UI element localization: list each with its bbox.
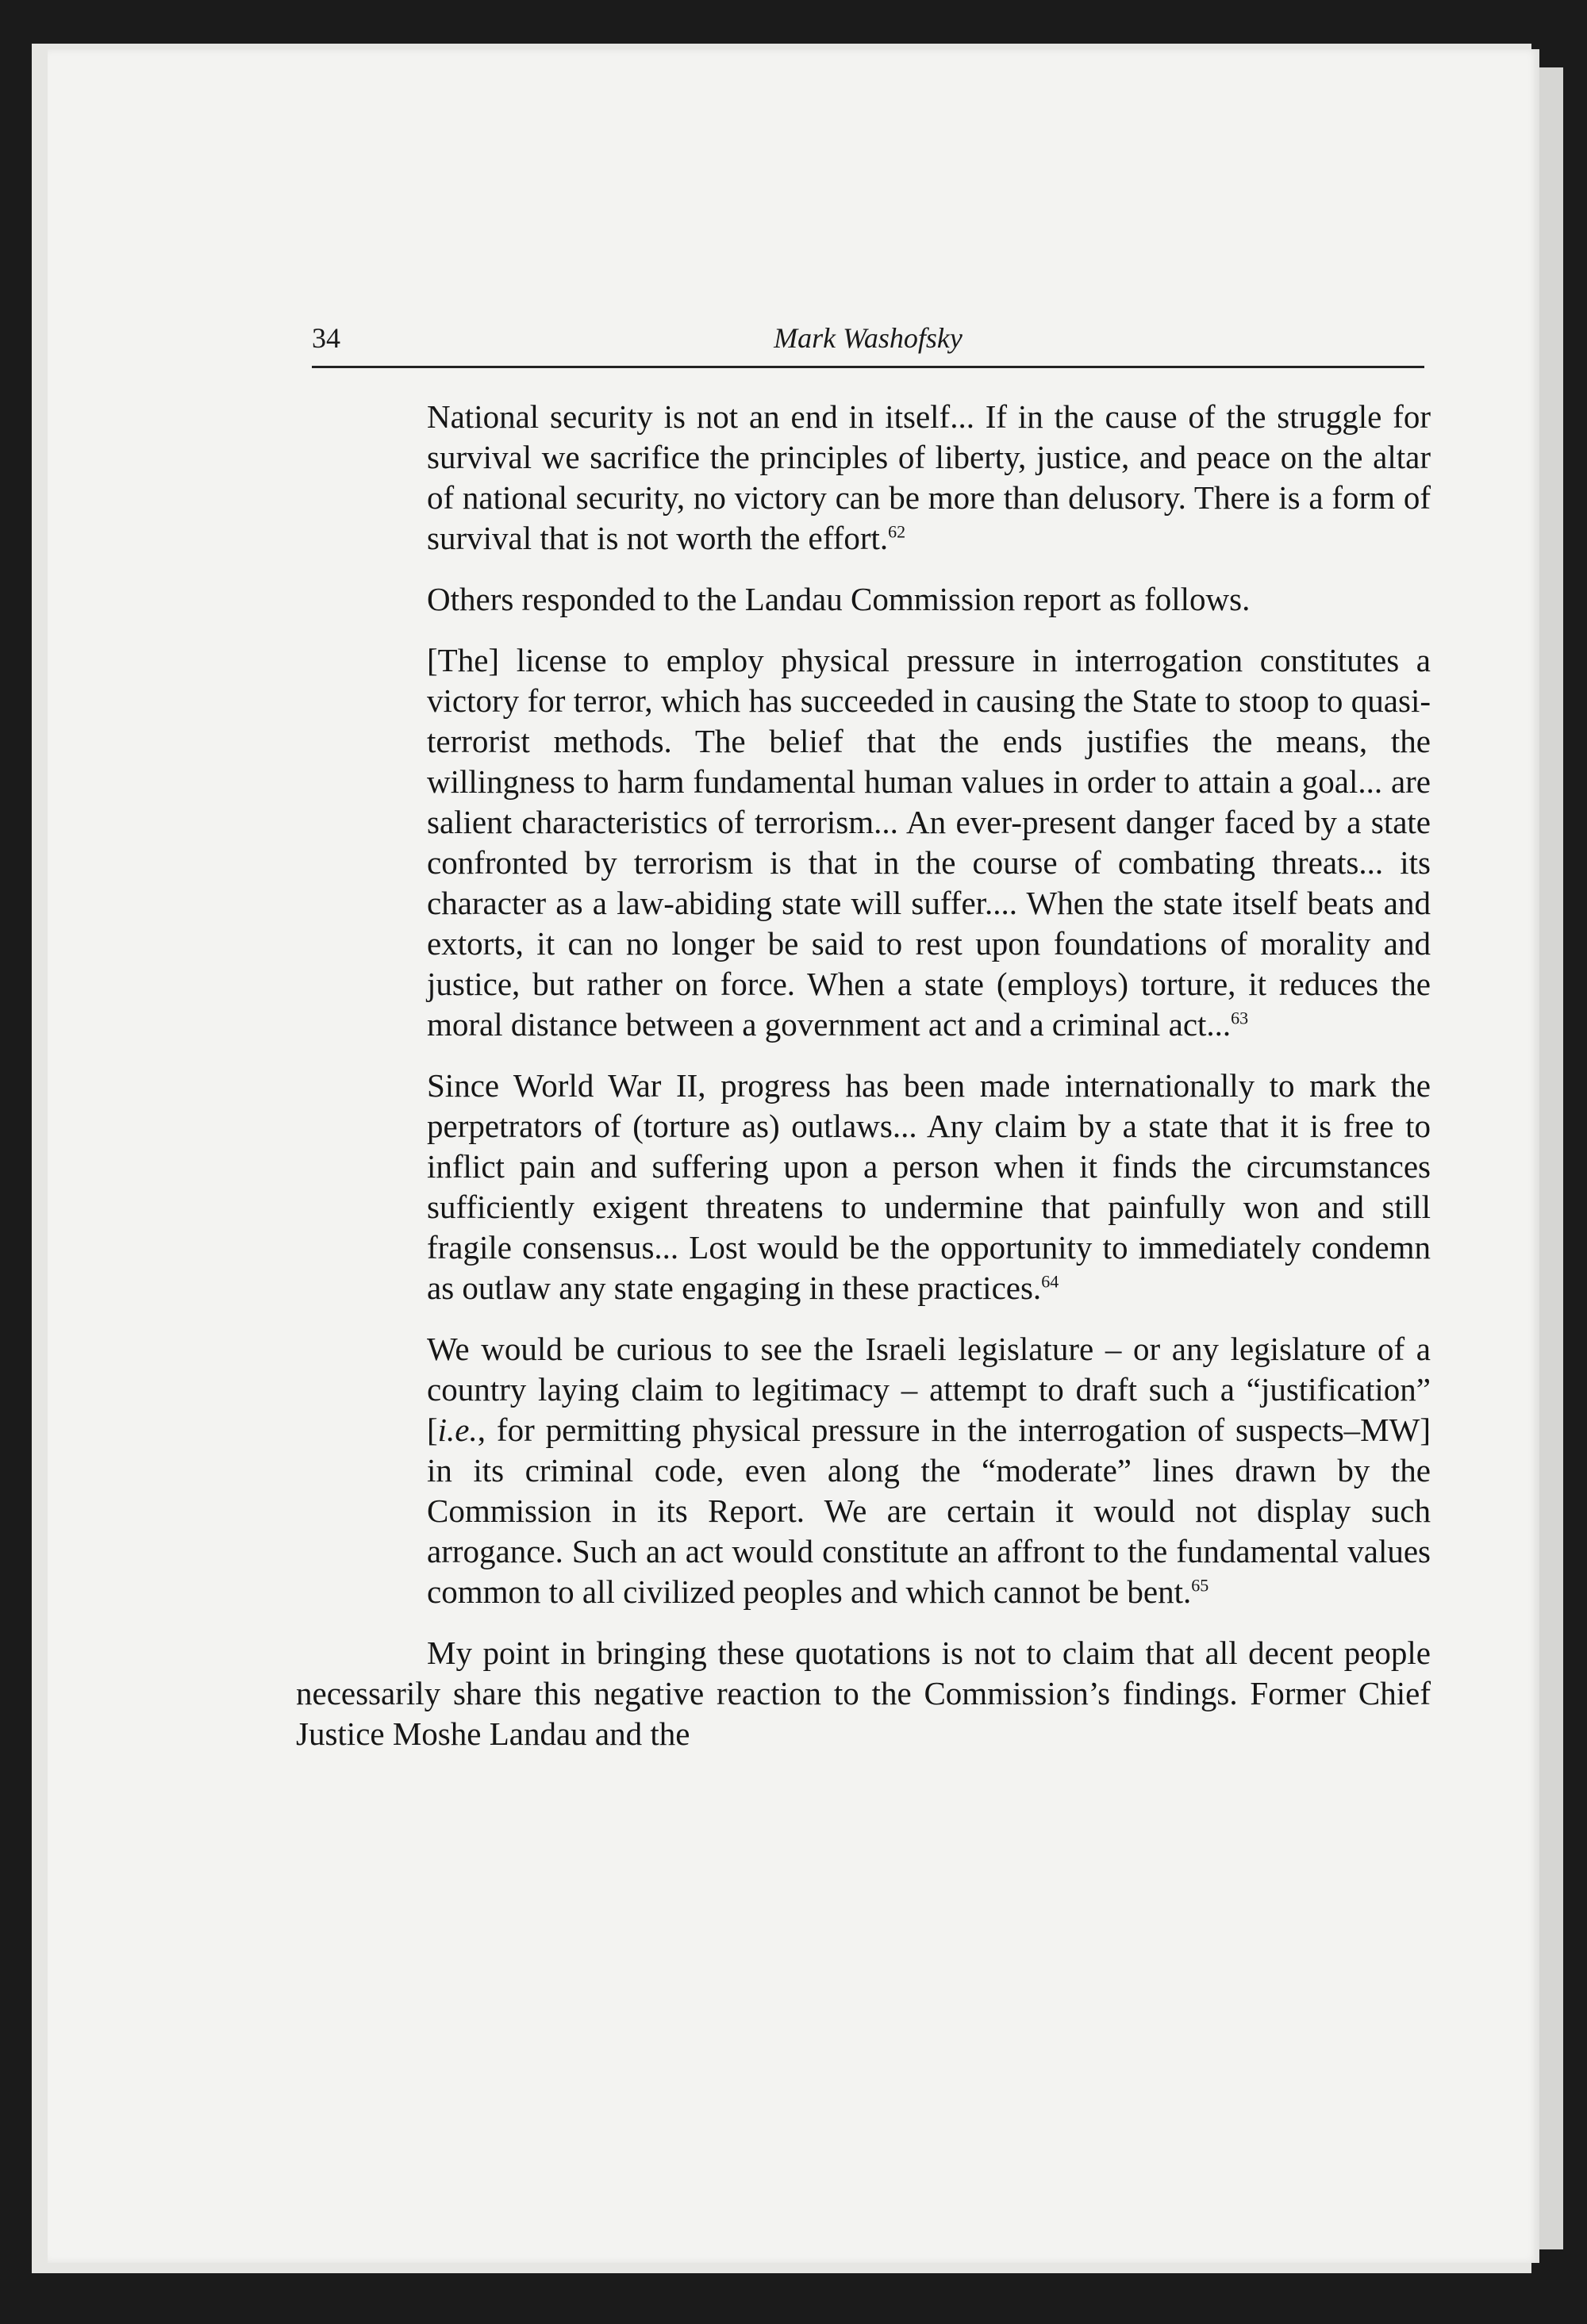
footnote-ref-63: 63 <box>1231 1008 1249 1028</box>
page-header <box>312 321 1424 368</box>
body-text <box>296 397 1431 1775</box>
page-number: 34 <box>312 322 340 354</box>
block-quote-1: National security is not an end in itself... If in the cause of the struggle for survival we sacrifice the principles of liberty, justice, and peace on the altar of national security, no victory can be more than delusory. There is a form of survival that is not worth the effort.$^{62}$ <box>427 398 1431 556</box>
block-quote-2: [The] license to employ physical pressure in interrogation constitutes a victory for terror, which has succeeded in causing the State to stoop to quasi-terrorist methods. The belief that the ends justifies the means, the willingness to harm fundamental human values in order to attain a goal... are salient characteristics of terrorism... An ever-present danger faced by a state confronted by terrorism is that in the course of combating threats... its character as a law-abiding state will suffer.... When the state itself beats and extorts, it can no longer be said to rest upon foundations of morality and justice, but rather on force. When a state (employs) torture, it reduces the moral distance between a government act and a criminal act...$^{63}$ <box>427 642 1431 1043</box>
footnote-ref-64: 64 <box>1041 1271 1059 1292</box>
footnote-ref-62: 62 <box>888 521 906 542</box>
footnote-ref-65: 65 <box>1191 1575 1209 1596</box>
running-head: Mark Washofsky <box>774 322 963 354</box>
block-quote-4: We would be curious to see the Israeli legislature – or any legislature of a country laying claim to legitimacy – attempt to draft such a “justification” [i.e., for permitting physical pressure in the interrogation of suspects–MW] in its criminal code, even along the “moderate” lines drawn by the Commission in its Report. We are certain it would not display such arrogance. Such an act would constitute an affront to the fundamental values common to all civilized peoples and which cannot be bent.$^{65}$ <box>427 1331 1431 1610</box>
block-quote-3: Since World War II, progress has been made internationally to mark the perpetrators of (torture as) outlaws... Any claim by a state that it is free to inflict pain and suffering upon a person when it finds the circumstances sufficiently exigent threatens to undermine that painfully won and still fragile consensus... Lost would be the opportunity to immediately condemn as outlaw any state engaging in these practices.$^{64}$ <box>427 1067 1431 1306</box>
paragraph-main: My point in bringing these quotations is not to claim that all decent people necessarily share this negative reaction to the Commission’s findings. Former Chief Justice Moshe Landau and the <box>296 1634 1431 1752</box>
paragraph-intro: Others responded to the Landau Commission report as follows. <box>427 581 1251 617</box>
